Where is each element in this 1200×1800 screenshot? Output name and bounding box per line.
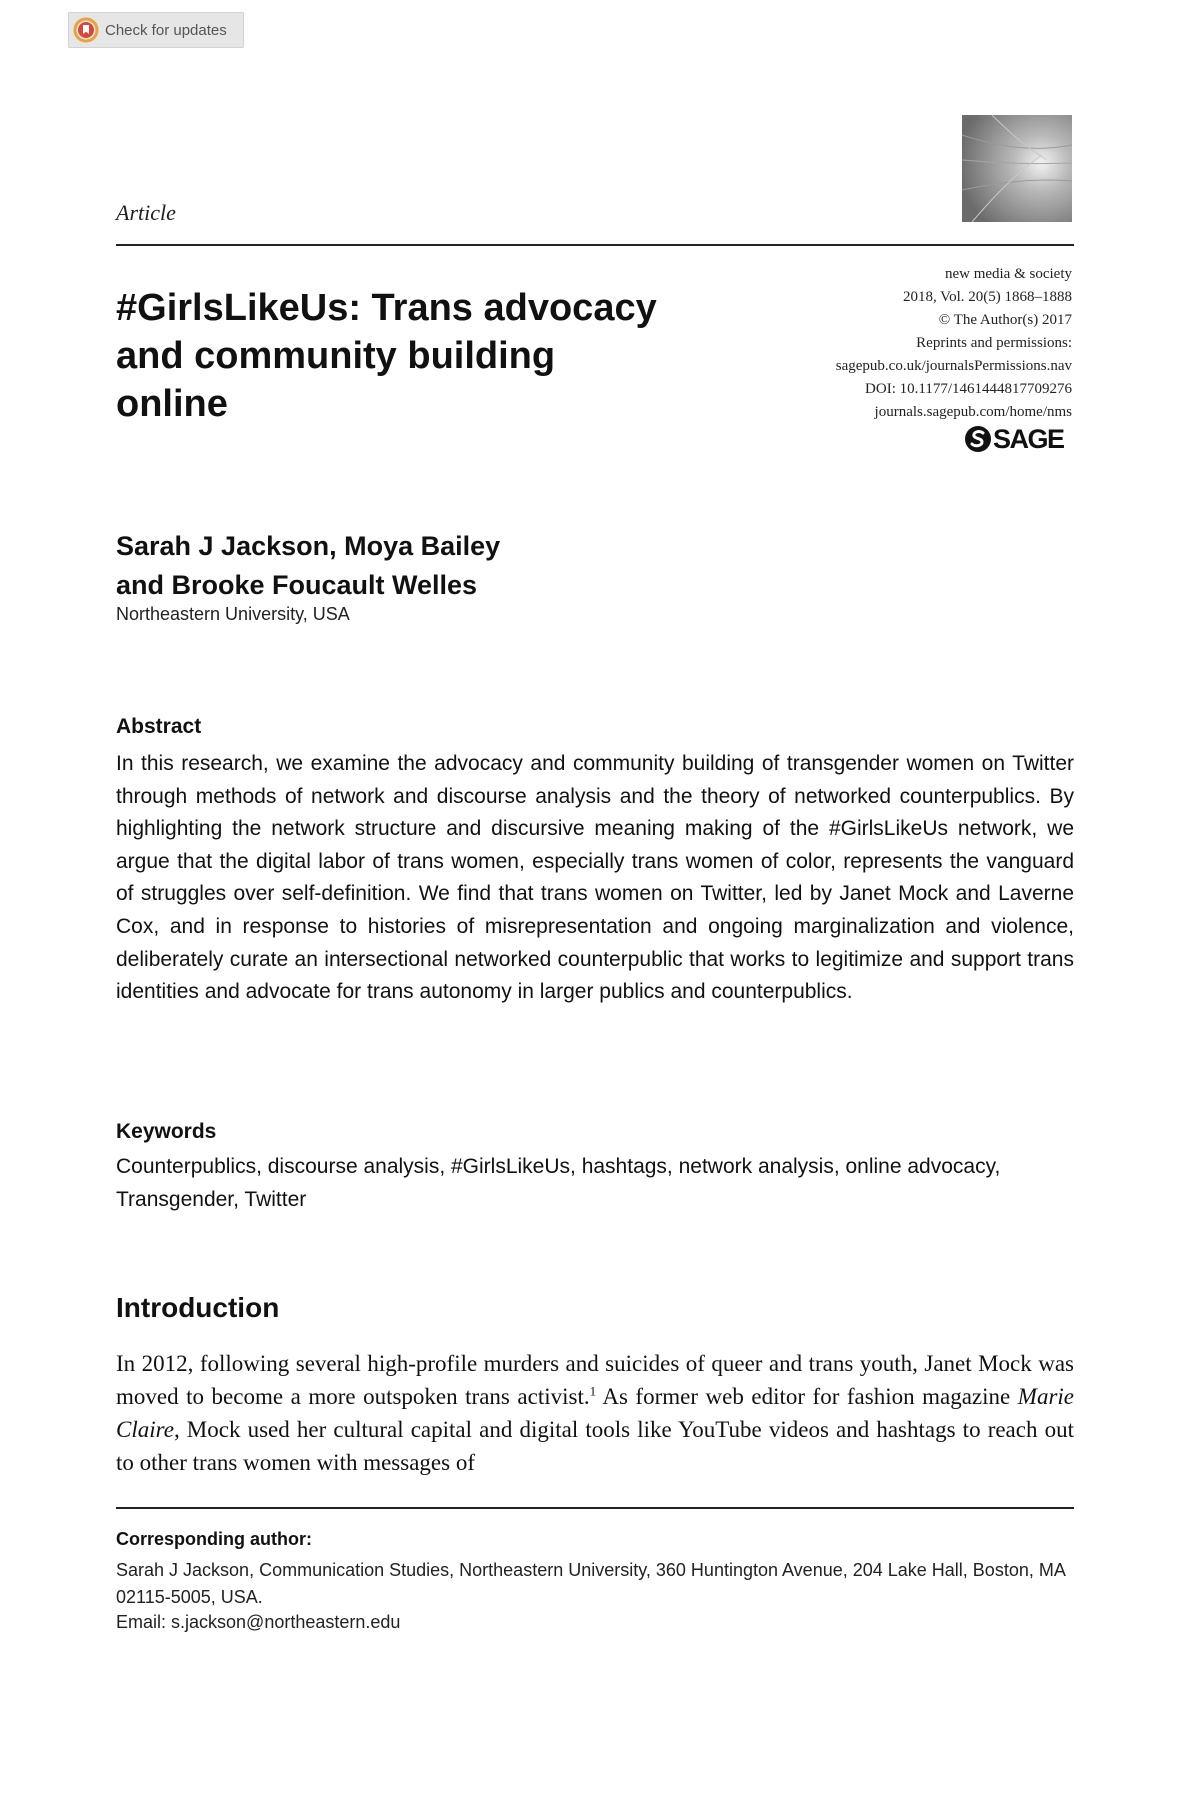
journal-info (720, 263, 1072, 424)
intro-part-1: In 2012, following several high-profile murders and suicides of queer and trans youth, Janet Mock was moved to become a more outspoken trans activist. (116, 1351, 1074, 1409)
title-line-2: and community building (116, 335, 556, 377)
email-label: Email: (116, 1612, 172, 1632)
check-for-updates-label: Check for updates (105, 21, 227, 39)
author-affiliation: Northeastern University, USA (116, 604, 350, 624)
reprints-link[interactable]: sagepub.co.uk/journalsPermissions.nav (835, 358, 1072, 374)
sage-logo-icon (964, 425, 992, 453)
journal-cover-thumbnail (962, 115, 1072, 222)
abstract-heading: Abstract (116, 715, 202, 738)
corresponding-author-address: Sarah J Jackson, Communication Studies, Northeastern University, 360 Huntington Avenue, 204 Lake Hall, Boston, MA 02115-5005, USA. (116, 1560, 1065, 1607)
reprints-label: Reprints and permissions: (916, 335, 1072, 351)
corresponding-author-email (116, 1612, 400, 1633)
authors-line-2: and Brooke Foucault Welles (116, 570, 478, 600)
sage-logo (964, 424, 1064, 454)
intro-part-2: As former web editor for fashion magazine (596, 1384, 1018, 1409)
footnote-ref[interactable]: 1 (589, 1383, 597, 1399)
authors-line-1: Sarah J Jackson, Moya Bailey (116, 531, 501, 561)
introduction-heading: Introduction (116, 1292, 280, 1323)
copyright: © The Author(s) 2017 (938, 312, 1072, 328)
corresponding-author-label: Corresponding author: (116, 1529, 312, 1549)
introduction-text (116, 1347, 1074, 1479)
sage-logo-text: SAGE (993, 424, 1064, 454)
author-list (116, 527, 816, 605)
header-divider (116, 244, 1074, 246)
intro-part-3: , Mock used her cultural capital and digital tools like YouTube videos and hashtags to reach out to other trans women with messages of (116, 1417, 1074, 1475)
title-line-3: online (116, 383, 228, 425)
refresh-bookmark-icon (73, 17, 99, 43)
journal-home-link[interactable]: journals.sagepub.com/home/nms (874, 404, 1072, 420)
doi[interactable]: DOI: 10.1177/1461444817709276 (865, 381, 1072, 397)
footnote-divider (116, 1507, 1074, 1509)
magazine-title: Marie Claire (116, 1384, 1074, 1442)
title-line-1: #GirlsLikeUs: Trans advocacy (116, 287, 657, 329)
check-for-updates-button[interactable] (68, 12, 244, 48)
journal-name: new media & society (944, 266, 1072, 282)
keywords-heading: Keywords (116, 1120, 217, 1143)
keywords-text: Counterpublics, discourse analysis, #GirlsLikeUs, hashtags, network analysis, online advocacy, Transgender, Twitter (116, 1155, 1001, 1211)
article-type-label: Article (116, 200, 176, 225)
abstract-text: In this research, we examine the advocacy and community building of transgender women on Twitter through methods of network and discourse analysis and the theory of networked counterpublics. By highlighting the network structure and discursive meaning making of the #GirlsLikeUs network, we argue that the digital labor of trans women, especially trans women of color, represents the vanguard of struggles over self-definition. We find that trans women on Twitter, led by Janet Mock and Laverne Cox, and in response to histories of misrepresentation and ongoing marginalization and violence, deliberately curate an intersectional networked counterpublic that works to legitimize and support trans identities and advocate for trans autonomy in larger publics and counterpublics. (116, 752, 1074, 1004)
article-title (116, 284, 736, 428)
journal-volume: 2018, Vol. 20(5) 1868–1888 (902, 289, 1072, 305)
email-link[interactable]: s.jackson@northeastern.edu (171, 1612, 401, 1632)
